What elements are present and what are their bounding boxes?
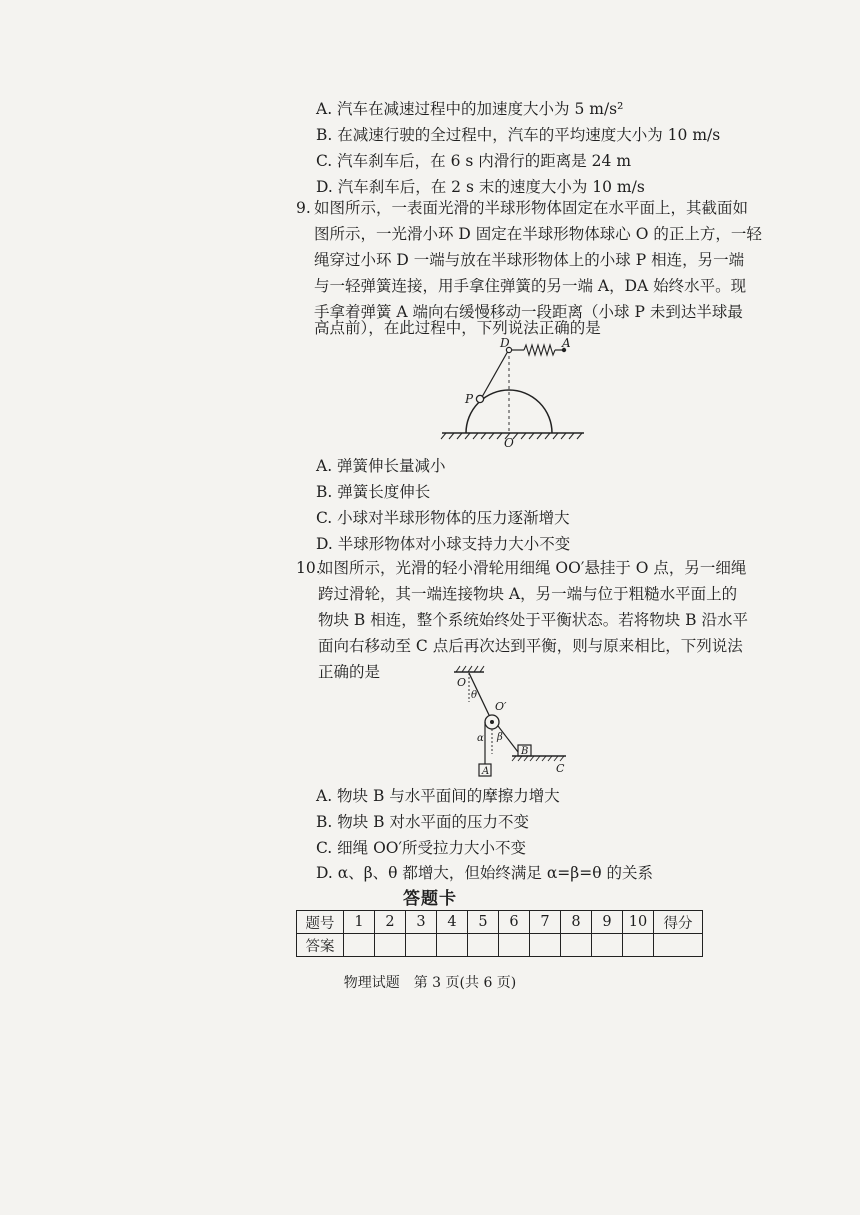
q10-option-b: B. 物块 B 对水平面的压力不变 bbox=[316, 813, 529, 831]
q9-option-b: B. 弹簧长度伸长 bbox=[316, 483, 431, 501]
answer-cell[interactable] bbox=[623, 934, 654, 957]
question-number-cell: 7 bbox=[530, 911, 561, 934]
answer-cell[interactable] bbox=[437, 934, 468, 957]
question-number-cell: 9 bbox=[592, 911, 623, 934]
question-number-cell: 2 bbox=[375, 911, 406, 934]
answer-cell[interactable] bbox=[592, 934, 623, 957]
q9-figure-hemisphere bbox=[436, 334, 596, 452]
q9-stem-line-1: 如图所示，一表面光滑的半球形物体固定在水平面上，其截面如 bbox=[314, 199, 749, 217]
q9-label-o: O bbox=[504, 436, 514, 450]
q10-label-c: C bbox=[556, 762, 565, 775]
answer-cell[interactable] bbox=[499, 934, 530, 957]
question-number-cell: 10 bbox=[623, 911, 654, 934]
q10-stem-line-3: 物块 B 相连，整个系统始终处于平衡状态。若将物块 B 沿水平 bbox=[318, 611, 748, 629]
q10-label-a: A bbox=[482, 766, 490, 777]
q9-stem-line-3: 绳穿过小环 D 一端与放在半球形物体上的小球 P 相连，另一端 bbox=[314, 251, 745, 269]
question-number-cell: 1 bbox=[344, 911, 375, 934]
q10-label-alpha: α bbox=[477, 733, 484, 744]
answer-row-label: 答案 bbox=[297, 934, 344, 957]
q10-option-d: D. α、β、θ 都增大，但始终满足 α=β=θ 的关系 bbox=[316, 864, 654, 882]
q10-label-theta: θ bbox=[471, 690, 478, 701]
question-number-cell: 4 bbox=[437, 911, 468, 934]
question-number-cell: 5 bbox=[468, 911, 499, 934]
q9-stem-line-5: 手拿着弹簧 A 端向右缓慢移动一段距离（小球 P 未到达半球最 bbox=[314, 303, 743, 321]
q9-stem-line-6: 高点前），在此过程中，下列说法正确的是 bbox=[314, 319, 601, 337]
q10-stem-line-4: 面向右移动至 C 点后再次达到平衡，则与原来相比，下列说法 bbox=[318, 637, 743, 655]
q8-option-b: B. 在减速行驶的全过程中，汽车的平均速度大小为 10 m/s bbox=[316, 126, 721, 144]
q8-option-c: C. 汽车刹车后，在 6 s 内滑行的距离是 24 m bbox=[316, 152, 632, 170]
answer-cell[interactable] bbox=[530, 934, 561, 957]
q8-option-d: D. 汽车刹车后，在 2 s 末的速度大小为 10 m/s bbox=[316, 178, 645, 196]
score-label: 得分 bbox=[654, 911, 703, 934]
q10-label-o: O bbox=[457, 676, 467, 689]
q10-option-c: C. 细绳 OO′所受拉力大小不变 bbox=[316, 839, 527, 857]
q10-figure-pulley bbox=[440, 664, 580, 784]
question-number-cell: 8 bbox=[561, 911, 592, 934]
answer-card-number-row bbox=[297, 911, 703, 934]
answer-card-table bbox=[296, 910, 703, 957]
score-cell[interactable] bbox=[654, 934, 703, 957]
question-number-cell: 3 bbox=[406, 911, 437, 934]
answer-cell[interactable] bbox=[561, 934, 592, 957]
q9-stem-line-4: 与一轻弹簧连接，用手拿住弹簧的另一端 A，DA 始终水平。现 bbox=[314, 277, 747, 295]
number-row-label: 题号 bbox=[297, 911, 344, 934]
q9-label-d: D bbox=[500, 336, 510, 350]
q9-option-c: C. 小球对半球形物体的压力逐渐增大 bbox=[316, 509, 570, 527]
q9-option-a: A. 弹簧伸长量减小 bbox=[316, 457, 446, 475]
q10-label-b: B bbox=[521, 746, 529, 757]
page-footer: 物理试题 第 3 页(共 6 页) bbox=[343, 975, 517, 991]
q10-label-o-prime: O′ bbox=[495, 700, 507, 713]
q9-option-d: D. 半球形物体对小球支持力大小不变 bbox=[316, 535, 571, 553]
answer-cell[interactable] bbox=[468, 934, 499, 957]
question-number-cell: 6 bbox=[499, 911, 530, 934]
answer-cell[interactable] bbox=[406, 934, 437, 957]
q10-label-beta: β bbox=[497, 732, 503, 743]
q9-label-a: A bbox=[562, 336, 571, 350]
answer-card-title: 答题卡 bbox=[403, 889, 457, 909]
q10-number: 10. bbox=[296, 559, 321, 577]
answer-cell[interactable] bbox=[375, 934, 406, 957]
answer-cell[interactable] bbox=[344, 934, 375, 957]
q10-stem-line-1: 如图所示，光滑的轻小滑轮用细绳 OO′悬挂于 O 点，另一细绳 bbox=[318, 559, 747, 577]
q9-stem-line-2: 图所示，一光滑小环 D 固定在半球形物体球心 O 的正上方，一轻 bbox=[314, 225, 762, 243]
answer-card-answer-row bbox=[297, 934, 703, 957]
q10-option-a: A. 物块 B 与水平面间的摩擦力增大 bbox=[316, 787, 560, 805]
q10-stem-line-5: 正确的是 bbox=[318, 663, 381, 681]
q9-label-p: P bbox=[465, 392, 474, 406]
q8-option-a: A. 汽车在减速过程中的加速度大小为 5 m/s² bbox=[316, 100, 624, 118]
q9-number: 9. bbox=[296, 199, 311, 217]
q10-stem-line-2: 跨过滑轮，其一端连接物块 A，另一端与位于粗糙水平面上的 bbox=[318, 585, 738, 603]
